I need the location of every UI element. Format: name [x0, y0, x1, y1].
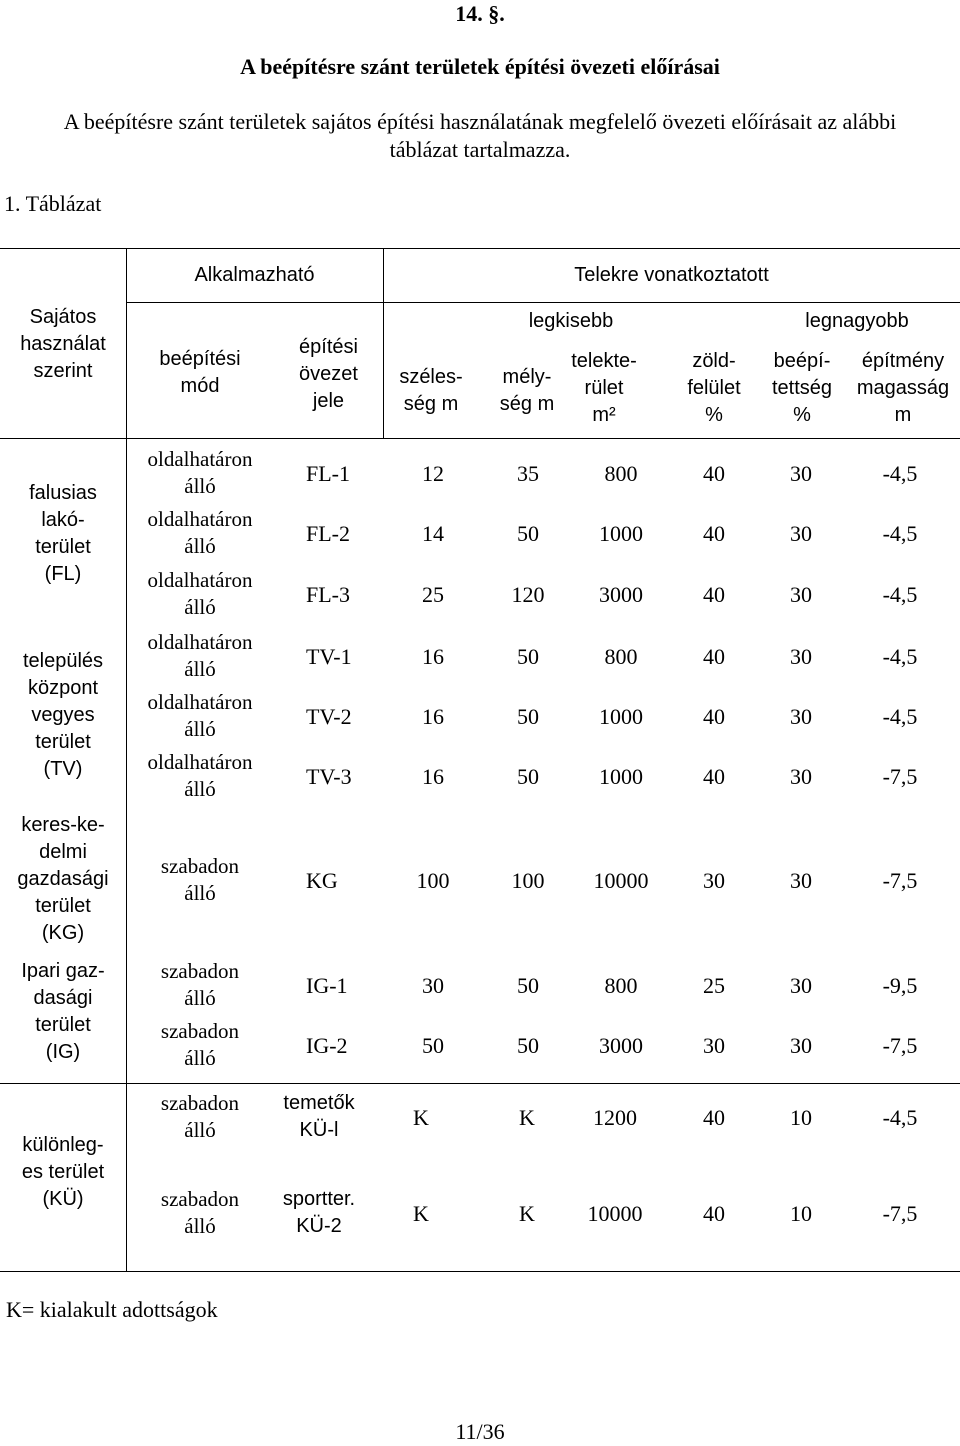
cell-jel: TV-3	[306, 764, 352, 789]
mode-ku-1: szabadon álló	[160, 1091, 240, 1142]
cell-t: 800	[604, 461, 638, 486]
ku-1-jel: temetők KÜ-l	[283, 1092, 355, 1141]
ku-2-jel: sportter. KÜ-2	[282, 1188, 356, 1237]
header-epitmeny-magassag: építmény magasság m	[856, 350, 950, 426]
cell-t: 800	[604, 644, 638, 669]
category-kg: keres-ke- delmi gazdasági terület (KG)	[17, 814, 109, 944]
cell-b: 30	[790, 868, 812, 893]
header-beepitesi-mod: beépítési mód	[159, 348, 241, 397]
cell-m: 50	[517, 764, 539, 789]
cell-t: 3000	[599, 1033, 643, 1058]
cell-sz: 100	[416, 868, 450, 893]
mode-tv-2: oldalhatáron álló	[147, 690, 253, 741]
cell-b: 30	[790, 521, 812, 546]
cell-jel: KG	[306, 868, 338, 893]
category-fl: falusias lakó- terület (FL)	[29, 482, 97, 585]
mode-ig-2: szabadon álló	[160, 1019, 240, 1070]
cell-m: 100	[511, 868, 545, 893]
cell-z: 40	[703, 521, 725, 546]
table-row	[0, 458, 960, 490]
cell-z: 40	[703, 1201, 725, 1226]
cell-t: 1000	[599, 704, 643, 729]
page-title: A beépítésre szánt területek építési övezeti előírásai	[240, 54, 720, 79]
cell-t: 1200	[593, 1105, 637, 1130]
cell-m: 50	[517, 704, 539, 729]
cell-b: 30	[790, 704, 812, 729]
cell-t: 800	[604, 973, 638, 998]
cell-m: 50	[517, 521, 539, 546]
cell-b: 30	[790, 644, 812, 669]
table-row	[0, 641, 960, 673]
cell-e: -7,5	[882, 1033, 918, 1058]
cell-jel: FL-1	[306, 461, 350, 486]
header-telekre: Telekre vonatkoztatott	[574, 264, 769, 286]
mode-fl-2: oldalhatáron álló	[147, 507, 253, 558]
category-ig: Ipari gaz- dasági terület (IG)	[21, 960, 105, 1063]
mode-fl-1: oldalhatáron álló	[147, 447, 253, 498]
cell-sz: 30	[422, 973, 444, 998]
cell-t: 10000	[593, 868, 649, 893]
cell-sz: 16	[422, 764, 444, 789]
cell-z: 40	[703, 644, 725, 669]
cell-e: -4,5	[882, 644, 918, 669]
cell-jel: IG-1	[306, 973, 348, 998]
header-epitesi-ovezet: építési övezet jele	[299, 336, 358, 412]
cell-b: 30	[790, 973, 812, 998]
cell-z: 40	[703, 461, 725, 486]
mode-tv-3: oldalhatáron álló	[147, 750, 253, 801]
table-row	[0, 701, 960, 733]
table-row	[0, 970, 960, 1002]
cell-jel: TV-1	[306, 644, 352, 669]
cell-m: 50	[517, 644, 539, 669]
cell-b: 30	[790, 582, 812, 607]
cell-sz: 12	[422, 461, 444, 486]
table-row	[0, 865, 960, 897]
cell-z: 30	[703, 1033, 725, 1058]
table-row	[0, 1198, 960, 1230]
cell-m: 50	[517, 973, 539, 998]
table-row	[0, 518, 960, 550]
cell-sz: K	[413, 1105, 429, 1130]
header-legnagyobb: legnagyobb	[805, 310, 909, 332]
cell-e: -4,5	[882, 704, 918, 729]
header-szelesseg: széles- ség m	[399, 366, 463, 415]
cell-z: 40	[703, 1105, 725, 1130]
cell-jel: FL-3	[306, 582, 350, 607]
cell-sz: 16	[422, 704, 444, 729]
cell-z: 25	[703, 973, 725, 998]
cell-z: 40	[703, 764, 725, 789]
cell-sz: K	[413, 1201, 429, 1226]
cell-sz: 50	[422, 1033, 444, 1058]
cell-e: -4,5	[882, 521, 918, 546]
category-tv: település központ vegyes terület (TV)	[22, 650, 104, 780]
cell-t: 3000	[599, 582, 643, 607]
table-label: 1. Táblázat	[4, 191, 102, 216]
header-alkalmazhato: Alkalmazható	[194, 264, 315, 286]
page-number: 11/36	[455, 1419, 505, 1444]
table-row	[0, 761, 960, 793]
cell-jel: TV-2	[306, 704, 352, 729]
cell-t: 1000	[599, 521, 643, 546]
cell-m: K	[519, 1105, 535, 1130]
cell-e: -4,5	[882, 461, 918, 486]
header-melyseg: mély- ség m	[499, 366, 555, 415]
cell-b: 30	[790, 764, 812, 789]
cell-e: -9,5	[882, 973, 918, 998]
cell-m: K	[519, 1201, 535, 1226]
mode-kg: szabadon álló	[160, 854, 240, 905]
section-number: 14. §.	[455, 1, 505, 26]
cell-jel: FL-2	[306, 521, 350, 546]
mode-ku-2: szabadon álló	[160, 1187, 240, 1238]
header-zoldfelulet: zöld- felület %	[687, 350, 741, 426]
mode-fl-3: oldalhatáron álló	[147, 568, 253, 619]
header-beepitettseg: beépí- tettség %	[771, 350, 833, 426]
table-row	[0, 579, 960, 611]
table-row	[0, 1030, 960, 1062]
cell-t: 1000	[599, 764, 643, 789]
header-legkisebb: legkisebb	[528, 310, 614, 332]
cell-jel: IG-2	[306, 1033, 348, 1058]
cell-sz: 16	[422, 644, 444, 669]
header-sajatos: Sajátos használat szerint	[20, 306, 106, 382]
cell-m: 35	[517, 461, 539, 486]
category-ku: különleg- es terület (KÜ)	[21, 1134, 105, 1210]
mode-ig-1: szabadon álló	[160, 959, 240, 1010]
cell-b: 30	[790, 461, 812, 486]
cell-t: 10000	[587, 1201, 643, 1226]
cell-z: 40	[703, 582, 725, 607]
cell-z: 40	[703, 704, 725, 729]
header-telekterulet: telekte- rület m²	[571, 350, 637, 426]
intro-paragraph: A beépítésre szánt területek sajátos építési használatának megfelelő övezeti előírásait az alábbi táblázat tartalmazza.	[63, 109, 897, 162]
cell-e: -7,5	[882, 764, 918, 789]
cell-sz: 14	[422, 521, 444, 546]
cell-b: 30	[790, 1033, 812, 1058]
cell-e: -7,5	[882, 1201, 918, 1226]
cell-e: -4,5	[882, 1105, 918, 1130]
cell-b: 10	[790, 1201, 812, 1226]
footnote: K= kialakult adottságok	[6, 1297, 218, 1322]
mode-tv-1: oldalhatáron álló	[147, 630, 253, 681]
cell-m: 120	[511, 582, 545, 607]
cell-e: -4,5	[882, 582, 918, 607]
cell-e: -7,5	[882, 868, 918, 893]
cell-z: 30	[703, 868, 725, 893]
cell-m: 50	[517, 1033, 539, 1058]
cell-b: 10	[790, 1105, 812, 1130]
cell-sz: 25	[422, 582, 444, 607]
table-row	[0, 1102, 960, 1134]
